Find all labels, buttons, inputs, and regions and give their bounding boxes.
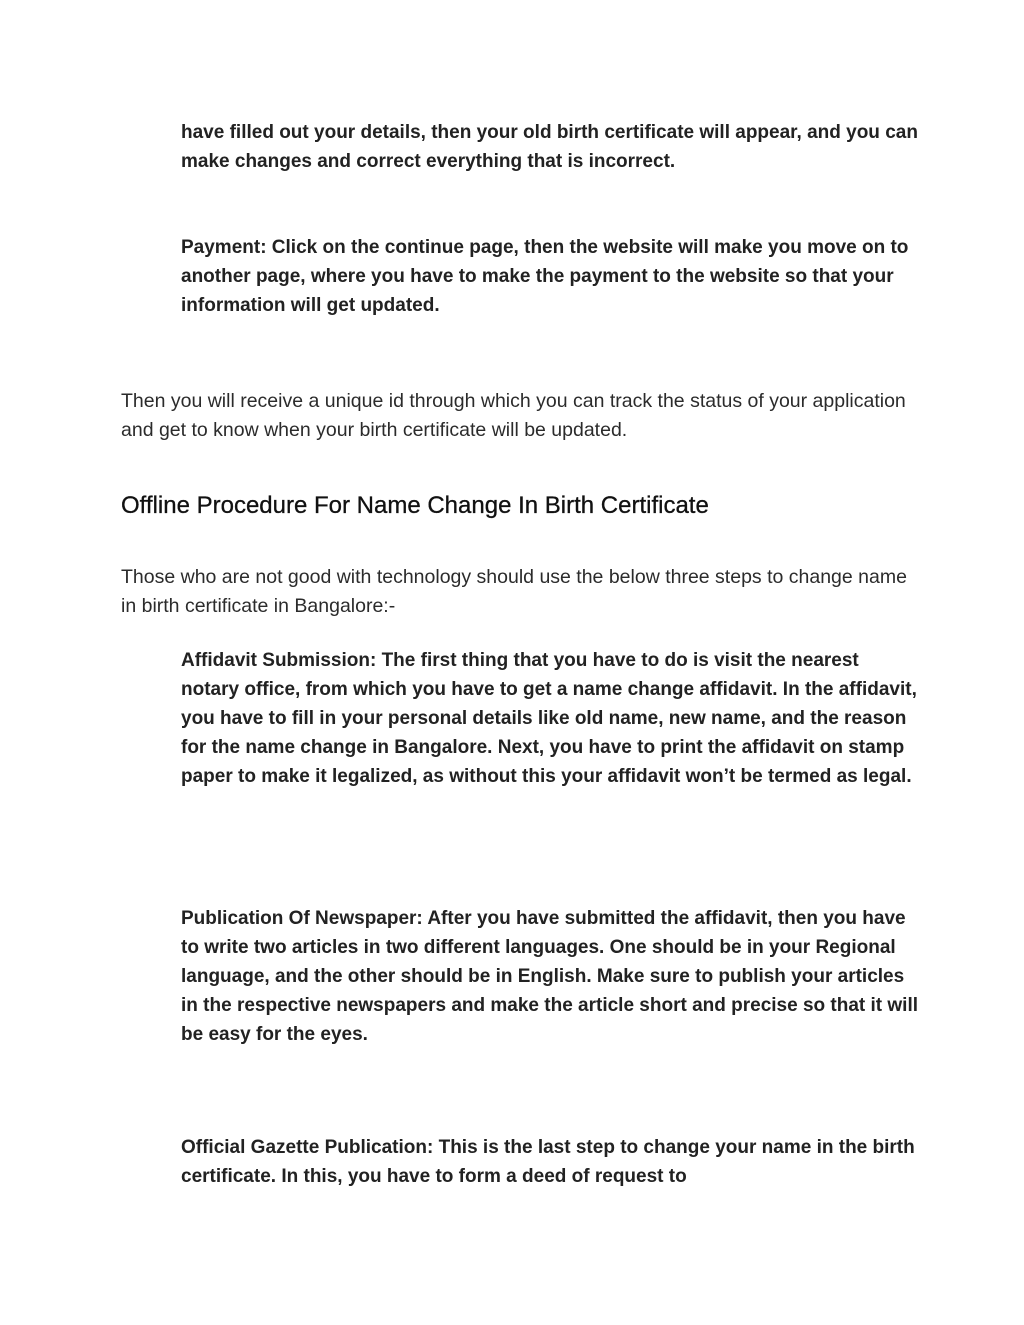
paragraph-affidavit-submission: Affidavit Submission: The first thing that you have to do is visit the nearest notary office, from which you have to get a name change affidavit. In the affidavit, you have to fill in your personal details like old name, new name, and the reason for the name change in Bangalore. Next, you have to print the affidavit on stamp paper to make it legalized, as without this your affidavit won’t be termed as legal. [181, 650, 917, 787]
paragraph-newspaper-publication: Publication Of Newspaper: After you have submitted the affidavit, then you have to write two articles in two different languages. One should be in your Regional language, and the other should be in English. Make sure to publish your articles in the respective newspapers and make the article short and precise so that it will be easy for the eyes. [181, 908, 919, 1045]
paragraph-details-continued: have filled out your details, then your old birth certificate will appear, and you can make changes and correct everything that is incorrect. [181, 122, 918, 172]
paragraph-payment: Payment: Click on the continue page, then the website will make you move on to another page, where you have to make the payment to the website so that your information will get updated. [181, 237, 909, 316]
section-heading-offline-procedure: Offline Procedure For Name Change In Birth Certificate [121, 492, 709, 519]
paragraph-gazette-publication: Official Gazette Publication: This is the last step to change your name in the birth certificate. In this, you have to form a deed of request to [181, 1137, 915, 1187]
paragraph-offline-intro: Those who are not good with technology should use the below three steps to change name in birth certificate in Bangalore:- [121, 566, 907, 617]
paragraph-unique-id: Then you will receive a unique id through which you can track the status of your application and get to know when your birth certificate will be updated. [121, 390, 906, 441]
